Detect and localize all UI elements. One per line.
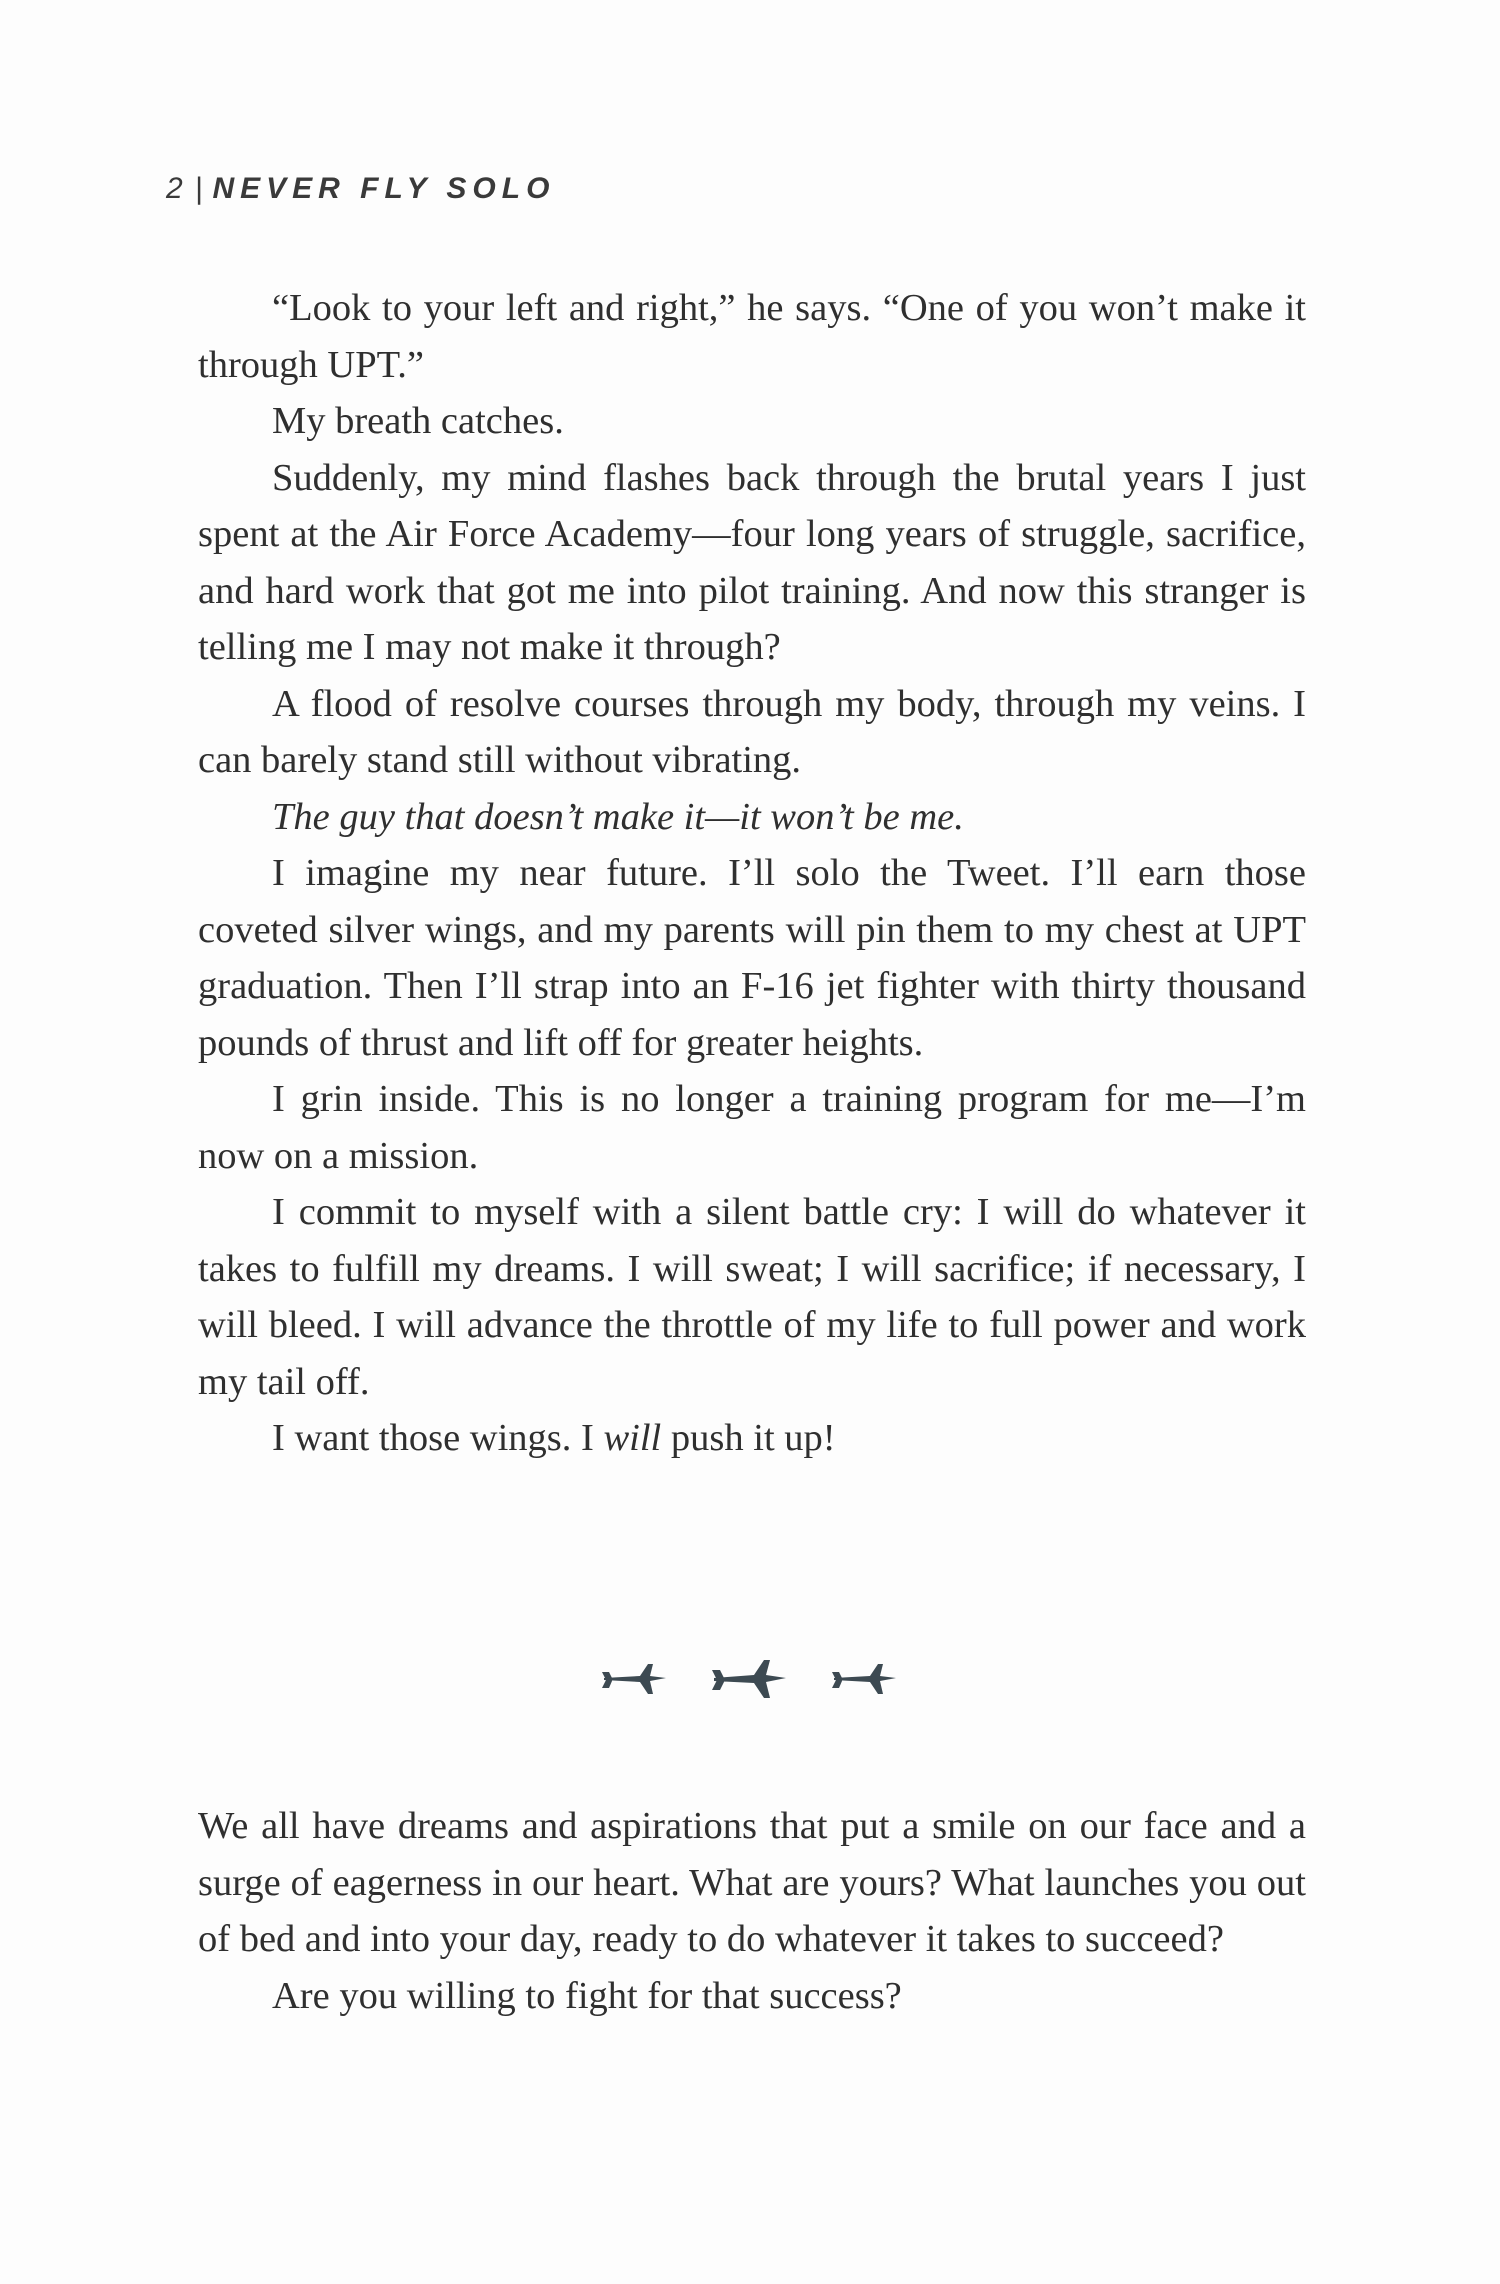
paragraph: Are you willing to fight for that success? — [272, 1974, 902, 2017]
running-head-separator: | — [194, 172, 203, 205]
page-number: 2 — [166, 172, 187, 205]
paragraph: I imagine my near future. I’ll solo the Tweet. I’ll earn those coveted silver wings, and my parents will pin them to my chest at UPT graduation. Then I’ll strap into an F-16 jet fighter with thirty thousand pounds of thrust and lift off for greater heights. — [198, 852, 1306, 1064]
italic-thought-text: The guy that doesn’t make it—it won’t be me. — [272, 795, 964, 838]
paragraph: A flood of resolve courses through my body, through my veins. I can barely stand still without vibrating. — [198, 682, 1306, 781]
paragraph: “Look to your left and right,” he says. “One of you won’t make it through UPT.” — [198, 287, 1306, 386]
jet-fighter-icon — [600, 1658, 670, 1702]
paragraph: I commit to myself with a silent battle cry: I will do whatever it takes to fulfill my dreams. I will sweat; I will sacrifice; if necessary, I will bleed. I will advance the throttle of my life to full power and work my tail off. — [198, 1191, 1306, 1403]
paragraph: Suddenly, my mind flashes back through the brutal years I just spent at the Air Force Academy—four long years of struggle, sacrifice, and hard work that got me into pilot training. And now this stranger is telling me I may not make it through? — [198, 456, 1306, 668]
jet-fighter-icon — [830, 1658, 900, 1702]
jet-fighter-icon — [710, 1655, 790, 1705]
reflection-text — [198, 1798, 1306, 2024]
paragraph: We all have dreams and aspirations that put a smile on our face and a surge of eagerness in our heart. What are yours? What launches you out of bed and into your day, ready to do whatever it takes to succeed? — [198, 1805, 1306, 1960]
narrative-text — [198, 280, 1306, 1467]
section-divider — [600, 1650, 900, 1710]
paragraph: I grin inside. This is no longer a training program for me—I’m now on a mission. — [198, 1078, 1306, 1177]
book-title: NEVER FLY SOLO — [212, 172, 556, 205]
paragraph — [198, 1410, 1306, 1467]
italic-thought — [198, 789, 1306, 846]
paragraph-text: I want those wings. I — [272, 1417, 604, 1459]
emphasis-text: will — [603, 1417, 662, 1459]
paragraph-text: push it up! — [661, 1417, 836, 1459]
running-head — [166, 172, 555, 206]
paragraph: My breath catches. — [272, 400, 564, 442]
